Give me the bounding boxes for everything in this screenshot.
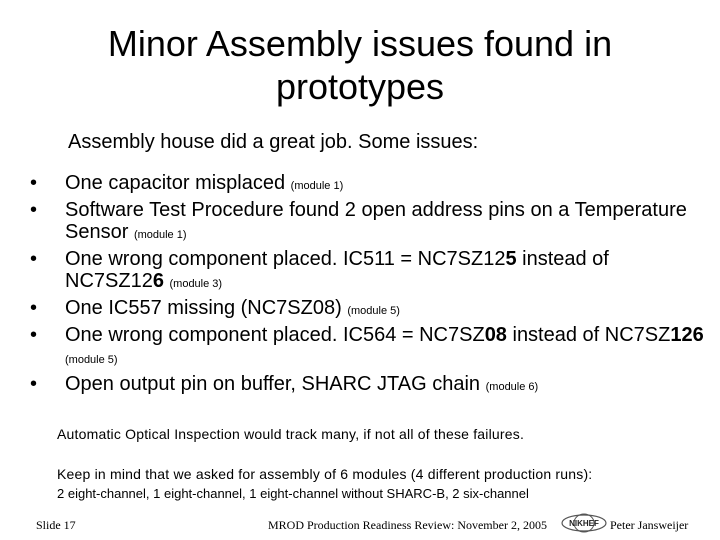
footer-author: Peter Jansweijer [610,518,689,532]
slide-subtitle: Assembly house did a great job. Some issues: [68,131,479,153]
bullet-icon: • [30,248,38,270]
issue-item [30,199,710,246]
slide-title [0,22,720,108]
issue-text-emphasis: 5 [505,248,517,270]
module-tag: (module 6) [485,381,539,393]
issue-text-emphasis: 08 [484,324,507,346]
module-breakdown-note: 2 eight-channel, 1 eight-channel, 1 eight-channel without SHARC-B, 2 six-channel [57,486,529,501]
issue-item [30,172,710,197]
slide-title-line-1: Minor Assembly issues found in [107,23,613,64]
issue-text: Open output pin on buffer, SHARC JTAG chain [65,373,481,395]
issue-item [30,297,710,322]
issue-text-emphasis: 6 [152,270,164,292]
issue-text: Software Test Procedure found 2 open address pins on a Temperature Sensor [65,199,687,243]
module-tag: (module 1) [133,229,187,241]
issue-item [30,373,710,398]
module-tag: (module 5) [347,305,400,317]
bullet-icon: • [30,199,38,221]
bullet-icon: • [30,373,38,395]
bullet-icon: • [30,172,38,194]
bullet-icon: • [30,297,38,319]
issue-text: One wrong component placed. IC511 = NC7SZ12 [65,248,506,270]
logo-text: NIKHEF [569,519,599,528]
footer-presentation-title: MROD Production Readiness Review: November 2, 2005 [268,518,547,532]
bullet-icon: • [30,324,38,346]
issue-item [30,248,710,295]
issue-text: instead of NC7SZ12 [65,248,609,292]
module-tag: (module 3) [169,278,223,290]
module-tag: (module 5) [65,354,118,366]
module-tag: (module 1) [290,180,344,192]
issue-list [30,172,710,400]
keep-in-mind-note: Keep in mind that we asked for assembly of 6 modules (4 different production runs): [57,466,593,482]
issue-text-emphasis: 126 [670,324,704,346]
issue-text: One wrong component placed. IC564 = NC7SZ [65,324,485,346]
slide-number: Slide 17 [36,518,76,532]
nikhef-logo-icon [560,513,608,533]
aoi-note: Automatic Optical Inspection would track many, if not all of these failures. [57,426,525,442]
issue-text: instead of NC7SZ [506,324,671,346]
issue-text: One IC557 missing (NC7SZ08) [65,297,342,319]
issue-item [30,324,710,371]
slide-title-line-2: prototypes [275,66,445,107]
issue-text: One capacitor misplaced [65,172,286,194]
